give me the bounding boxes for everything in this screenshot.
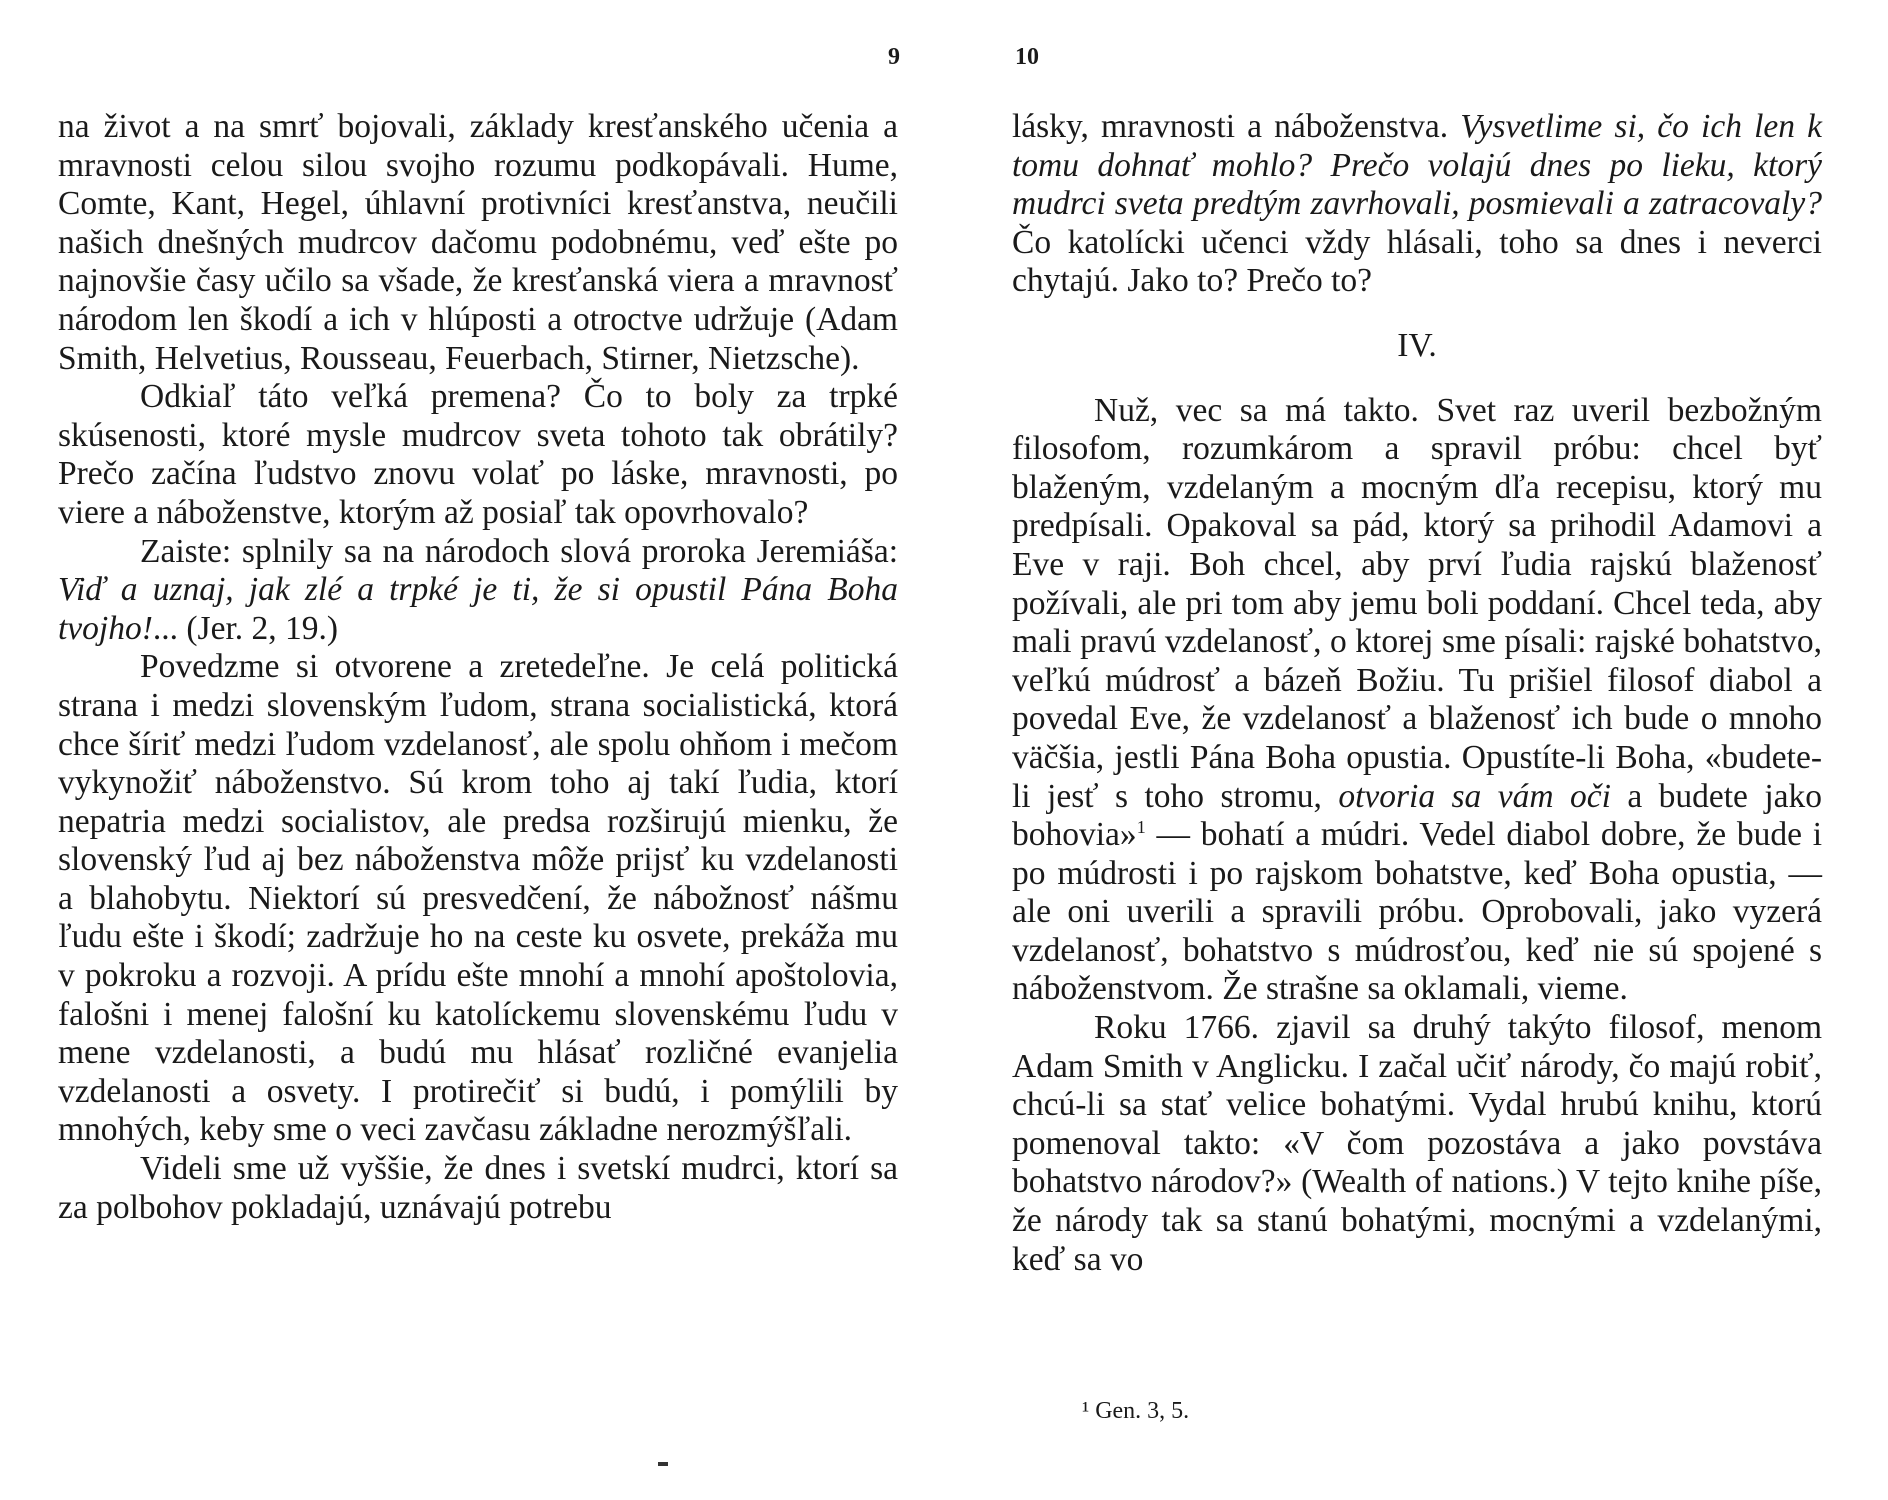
footnote: ¹ Gen. 3, 5. [1082,1398,1190,1424]
text-run: lásky, mravnosti a náboženstva. [1012,108,1449,145]
chapter-heading: IV. [1397,326,1437,364]
text-run: Čo katolícki učenci vždy hlásali, toho sa dnes i neverci chytajú. Jako to? Prečo to? [1012,223,1822,300]
print-mark [658,1462,668,1466]
paragraph: Povedzme si otvorene a zretedeľne. Je celá politická strana i medzi slovenským ľudom, strana socialistická, ktorá chce šíriť medzi ľudom vzdelanosť, ale spolu ohňom i mečom vykynožiť náboženstvo. Sú krom toho aj takí ľudia, ktorí nepatria medzi socialistov, ale predsa rozširujú mienku, že slovenský ľud aj bez náboženstva môže prijsť ku vzdelanosti a blahobytu. Niektorí sú presvedčení, že nábožnosť nášmu ľudu ešte i škodí; zadržuje ho na ceste ku osvete, prekáža mu v pokroku a rozvoji. A prídu ešte mnohí a mnohí apoštolovia, falošni i menej falošní ku katolíckemu slovenskému ľudu v mene vzdelanosti, a budú mu hlásať rozličné evanjelia vzdelanosti a osvety. I protirečiť si budú, i pomýlili by mnohých, keby sme o veci zavčasu základne nerozmýšľali. [58,648,898,1149]
paragraph: Videli sme už vyššie, že dnes i svetskí mudrci, ktorí sa za polbohov pokladajú, uznávajú potrebu [58,1150,898,1226]
right-text-column [1012,108,1822,1279]
scripture-quote: Viď a uznaj, jak zlé a trpké je ti, že si opustil Pána Boha tvojho! [58,571,898,647]
paragraph [1012,108,1822,301]
quote-intro: Zaiste: splnily sa na národoch slová proroka Jeremiáša: [140,532,898,570]
paragraph: na život a na smrť bojovali, základy kresťanského učenia a mravnosti celou silou svojho rozumu podkopávali. Hume, Comte, Kant, Hegel, úhlavní protivníci kresťanstva, neučili našich dnešných mudrcov dačomu podobnému, veď ešte po najnovšie časy učilo sa všade, že kresťanská viera a mravnosť národom len škodí a ich v hlúposti a otroctve udržuje (Adam Smith, Helvetius, Rousseau, Feuerbach, Stirner, Nietzsche). [58,108,898,377]
italic-question: Vysvetlime si, čo ich len k tomu dohnať mohlo? Prečo volajú dnes po lieku, ktorý mudrci sveta predtým zavrhovali, posmievali a zatracovaly? [1012,108,1823,223]
text-run: a budete jako bohovia» [1012,777,1823,854]
text-run: — bohatí a múdri. Vedel diabol dobre, že bude i po múdrosti i po rajskom bohatstve, keď Boha opustia, — ale oni uverili a spravili próbu. Oprobovali, jako vyzerá vzdelanosť, bohatstvo s múdrosťou, keď nie sú spojené s náboženstvom. Že strašne sa oklamali, vieme. [1012,816,1823,1008]
quote-paragraph [58,533,898,649]
footnote-mark: 1 [1136,816,1146,837]
page-number: 9 [888,44,900,70]
page-number: 10 [1015,44,1039,70]
left-page [58,0,898,1500]
paragraph: Odkiaľ táto veľká premena? Čo to boly za trpké skúsenosti, ktoré mysle mudrcov sveta tohoto tak obrátily? Prečo začína ľudstvo znovu volať po láske, mravnosti, po viere a náboženstve, ktorým až posiaľ tak opovrhovalo? [58,378,898,531]
text-run: Nuž, vec sa má takto. Svet raz uveril bezbožným filosofom, rozumkárom a spravil próbu: chcel byť blaženým, vzdelaným a mocným dľa recepisu, ktorý mu predpísali. Opakoval sa pád, ktorý sa prihodil Adamovi a Eve v raji. Boh chcel, aby prví ľudia rajskú blaženosť požívali, ale pri tom aby jemu boli poddaní. Chcel teda, aby mali pravú vzdelanosť, o ktorej sme písali: rajské bohatstvo, veľkú múdrosť a bázeň Božiu. Tu prišiel filosof diabol a povedal Eve, že vzdelanosť a blaženosť ich bude o mnoho väčšia, jestli Pána Boha opustia. Opustíte-li Boha, «budete-li jesť s toho stromu, [1012,391,1822,815]
right-page [1012,0,1822,1500]
italic-phrase: otvoria sa vám oči [1338,777,1611,815]
scripture-reference: ... (Jer. 2, 19.) [152,609,339,647]
paragraph [1012,392,1822,1010]
paragraph: Roku 1766. zjavil sa druhý takýto filosof, menom Adam Smith v Anglicku. I začal učiť národy, čo majú robiť, chcú-li sa stať velice bohatými. Vydal hrubú knihu, ktorú pomenoval takto: «V čom pozostáva a jako povstáva bohatstvo národov?» (Wealth of nations.) V tejto knihe píše, že národy tak sa stanú bohatými, mocnými a vzdelanými, keď sa vo [1012,1009,1822,1278]
left-text-column [58,108,898,1227]
